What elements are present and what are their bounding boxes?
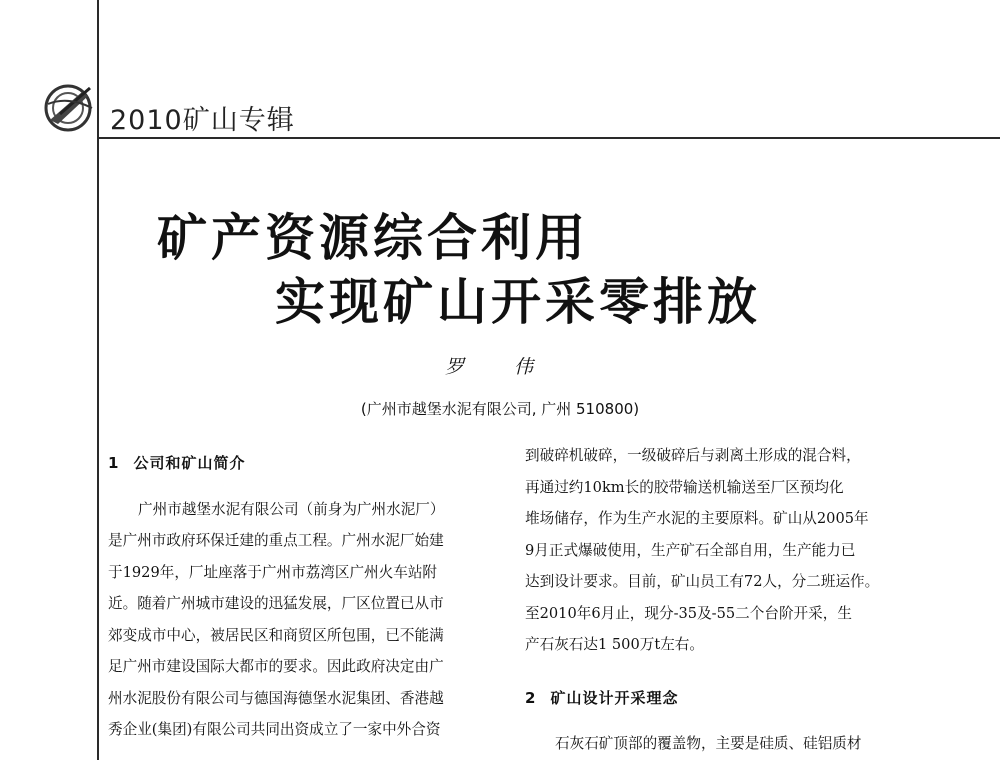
author-name: 罗 伟 [444, 356, 556, 378]
text-line: 产石灰石达1 500万t左右。 [525, 636, 704, 653]
text-line: 再通过约10km长的胶带输送机输送至厂区预均化 [525, 478, 844, 496]
text-line: 达到设计要求。目前，矿山员工有72人，分二班运作。 [525, 573, 880, 590]
section-heading-1 [108, 448, 488, 480]
text-line: 于1929年，厂址座落于广州市荔湾区广州火车站附 [108, 563, 438, 581]
journal-logo-icon [40, 78, 102, 140]
section-number: 1 [108, 454, 120, 472]
section-number: 2 [525, 688, 537, 707]
body-paragraph [108, 494, 488, 746]
body-paragraph [525, 728, 907, 760]
text-line: 到破碎机破碎，一级破碎后与剥离土形成的混合料， [525, 447, 861, 464]
section-heading-2 [525, 683, 907, 715]
section-title: 矿山设计开采理念 [550, 688, 679, 707]
text-line: 州水泥股份有限公司与德国海德堡水泥集团、香港越 [108, 689, 444, 707]
article-title-line-1: 矿产资源综合利用 [157, 209, 589, 267]
body-paragraph [525, 440, 907, 661]
header-rule [97, 137, 1000, 139]
left-column [108, 440, 488, 746]
article-title-line-2: 实现矿山开采零排放 [275, 273, 761, 331]
text-line: 广州市越堡水泥有限公司（前身为广州水泥厂） [138, 500, 445, 518]
text-line: 郊变成市中心，被居民区和商贸区所包围，已不能满 [108, 626, 444, 644]
text-line: 石灰石矿顶部的覆盖物，主要是硅质、硅铝质材 [555, 735, 862, 752]
text-line: 至2010年6月止，现分-35及-55二个台阶开采，生 [525, 604, 852, 622]
section-title: 公司和矿山简介 [133, 454, 246, 472]
author-affiliation: (广州市越堡水泥有限公司, 广州 510800) [360, 400, 640, 418]
text-line: 是广州市政府环保迁建的重点工程。广州水泥厂始建 [108, 532, 444, 549]
text-line: 9月正式爆破使用，生产矿石全部自用，生产能力已 [525, 541, 856, 559]
text-line: 近。随着广州城市建设的迅猛发展，厂区位置已从市 [108, 595, 444, 612]
text-line: 足广州市建设国际大都市的要求。因此政府决定由广 [108, 658, 444, 675]
right-column [525, 440, 907, 760]
journal-header-title: 2010矿山专辑 [110, 105, 295, 136]
text-line: 秀企业(集团)有限公司共同出资成立了一家中外合资 [108, 721, 441, 738]
text-line: 堆场储存，作为生产水泥的主要原料。矿山从2005年 [525, 510, 869, 527]
